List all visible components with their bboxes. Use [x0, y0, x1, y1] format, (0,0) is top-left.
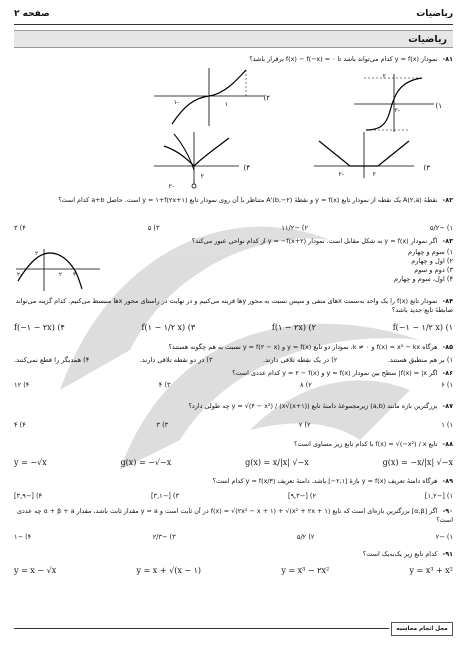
- option-2[interactable]: ۲) ۸: [300, 381, 312, 389]
- option-3[interactable]: g(x) = x/|x| √−x: [245, 458, 309, 467]
- question-text: هرگاه دامنهٔ تعریف y = f(x) بازهٔ [۲,۱−] باشد، دامنهٔ تعریف y = f(x/۳) کدام است؟: [212, 477, 438, 485]
- option-1[interactable]: ۱) سوم و چهارم: [408, 248, 453, 256]
- option-1[interactable]: ۱) [−۱,۲]: [424, 492, 453, 500]
- question-text: اگر f(x) = |x| سطح بین نمودار y = f(x) و y = ۲ − f(x) کدام عددی است؟: [232, 369, 438, 377]
- option-4[interactable]: ۴) ۴: [14, 421, 26, 429]
- section-title: ریاضیات: [14, 30, 453, 48]
- question-89: [14, 477, 453, 486]
- option-3[interactable]: ۳) ۴: [158, 381, 171, 389]
- question-number: ۸۵-: [442, 343, 453, 351]
- q85-options: [14, 356, 453, 364]
- q81-mark: ۲: [200, 173, 204, 180]
- question-number: ۸۲-: [442, 196, 453, 204]
- question-87: [14, 402, 453, 411]
- q81-option-label: ۳): [423, 164, 430, 172]
- question-85: [14, 343, 453, 352]
- question-90: [14, 507, 453, 524]
- q90-options: [14, 533, 453, 541]
- q81-mark: -۲: [394, 107, 400, 114]
- page-header: [14, 6, 453, 22]
- question-text: اگر [α,β] بزرگترین بازه‌ای است که تابع f(x) = √(۲x² − x + ۱) + √(x² + ۲x + ۱) در آن ثابت است و y = a مقدار ثابت باشد، مقدار α + β + a چه عددی است؟: [17, 507, 453, 524]
- option-4[interactable]: ۴) −۱: [14, 533, 32, 541]
- question-91: [14, 550, 453, 559]
- question-88: [14, 440, 453, 449]
- question-number: ۸۹-: [442, 477, 453, 485]
- page-number: صفحه ۲: [14, 9, 50, 19]
- subject-title: ریاضیات: [416, 9, 453, 19]
- question-number: ۸۸-: [442, 440, 453, 448]
- question-number: ۸۳-: [442, 237, 453, 245]
- option-3[interactable]: ۳) دوم و سوم: [414, 266, 453, 274]
- option-4[interactable]: ۴) ۱۲: [14, 381, 30, 389]
- question-text: نقطهٔ A(۲,a) یک نقطه از نمودار تابع y = f(x) و نقطهٔ A'(b,−۲) متناظر با آن روی نمودار تابع y = ۱+f(۲x+۱) است. حاصل a+b کدام است؟: [58, 196, 438, 204]
- q81-graph-2: [154, 68, 270, 126]
- option-2[interactable]: ۲) f(۱ − ۲x): [271, 323, 316, 332]
- option-4[interactable]: ۴) ۳: [14, 224, 26, 232]
- option-1[interactable]: y = −√x: [14, 458, 47, 467]
- q83-graph: [14, 245, 104, 295]
- option-1[interactable]: ۱) ۱: [441, 421, 453, 429]
- option-2[interactable]: ۲) ۵/۲: [296, 533, 315, 541]
- q81-mark: ۱: [224, 101, 228, 108]
- option-3[interactable]: ۳) [−۳,۱]: [150, 492, 180, 500]
- option-2[interactable]: y = x³ − ۲x²: [281, 566, 330, 575]
- question-86: [14, 369, 453, 378]
- question-text: بزرگترین بازه مانند (a,b) زیرمجموعهٔ دامنهٔ تابع y = √(۴ − x²) / (x√(x+۱)) چه طولی دارد؟: [188, 402, 438, 410]
- question-82: [14, 196, 453, 205]
- question-text: تابع f(x) = √(−x²) / x با کدام تابع زیر مساوی است؟: [294, 440, 438, 448]
- question-number: ۸۴-: [442, 297, 453, 305]
- option-3[interactable]: ۳) ۳: [156, 421, 169, 429]
- q81-option-label: ۴): [243, 164, 250, 172]
- option-3[interactable]: ۳) ۵: [147, 224, 160, 232]
- question-number: ۹۰-: [442, 507, 453, 515]
- question-84: [14, 297, 453, 314]
- scratch-area-label: محل انجام محاسبه: [391, 622, 453, 636]
- option-4[interactable]: ۴) همدیگر را قطع نمی‌کنند.: [14, 356, 90, 364]
- option-3[interactable]: ۳) در دو نقطه تلاقی دارند.: [139, 356, 213, 364]
- svg-text:۲: ۲: [59, 272, 62, 278]
- question-number: ۸۱-: [442, 55, 453, 63]
- svg-text:۴: ۴: [73, 272, 76, 278]
- q82-options: [14, 224, 453, 232]
- option-2[interactable]: ۲) −۱۱/۲: [281, 224, 309, 232]
- svg-text:۲: ۲: [35, 251, 38, 257]
- q81-mark: -۲: [168, 183, 174, 190]
- option-1[interactable]: ۱) بر هم منطبق هستند.: [387, 356, 453, 364]
- q87-options: [14, 421, 453, 429]
- option-2[interactable]: ۲) [−۹,۳]: [287, 492, 317, 500]
- q88-options: [14, 458, 453, 467]
- q81-graph-4: [154, 132, 250, 190]
- option-2[interactable]: ۲) ۲: [298, 421, 311, 429]
- option-4[interactable]: ۴) [−۳,۹]: [14, 492, 43, 500]
- footer-divider: [14, 628, 389, 629]
- option-3[interactable]: ۳) f(۱ − ۱/۲ x): [141, 323, 196, 332]
- question-text: نمودار تابع f(x) را یک واحد به‌سمت xهای منفی و سپس نسبت به محور yها قرینه می‌کنیم و در نهایت در راستای محور xها منبسط می‌کنیم. کدام گزینه می‌تواند ضابطهٔ تابع جدید باشد؟: [15, 297, 453, 314]
- q86-options: [14, 381, 453, 389]
- q81-option-label: ۱): [435, 102, 442, 110]
- option-4[interactable]: ۴) f(−۱ − ۲x): [14, 323, 65, 332]
- option-4[interactable]: ۴) اول، سوم و چهارم: [393, 275, 453, 283]
- question-number: ۸۷-: [442, 402, 453, 410]
- question-81: [14, 55, 453, 64]
- option-4[interactable]: g(x) = −x/|x| √−x: [382, 458, 453, 467]
- question-number: ۸۶-: [442, 369, 453, 377]
- option-1[interactable]: y = x³ + x²: [409, 566, 453, 575]
- q81-mark: -۲: [338, 171, 344, 178]
- option-1[interactable]: ۱) −۵/۲: [429, 224, 453, 232]
- option-2[interactable]: ۲) در یک نقطه تلاقی دارند.: [263, 356, 338, 364]
- question-text: کدام تابع زیر یک‌به‌یک است؟: [362, 550, 438, 558]
- q84-options: [14, 323, 453, 332]
- question-text: نمودار y = f(x) کدام می‌تواند باشد تا ۰ = f(x) − f(−x) برقرار باشد؟: [249, 55, 438, 63]
- question-text: اگر نمودار y = f(x) به شکل مقابل است. نمودار y = −f(x+۲) از کدام نواحی عبور می‌کند؟: [191, 237, 438, 245]
- q81-mark: ۲: [382, 73, 386, 80]
- q81-mark: ۲: [372, 171, 376, 178]
- option-1[interactable]: ۱) f(−۱ − ۱/۲ x): [392, 323, 453, 332]
- option-1[interactable]: ۱) −۲: [435, 533, 453, 541]
- q81-mark: -۱: [173, 99, 179, 106]
- q91-options: [14, 566, 453, 575]
- q89-options: [14, 492, 453, 500]
- header-divider: [14, 24, 453, 25]
- svg-text:-۲: -۲: [17, 272, 22, 278]
- option-3[interactable]: y = x + √(x − ۱): [136, 566, 202, 575]
- option-3[interactable]: ۳) −۲/۳: [152, 533, 176, 541]
- option-2[interactable]: g(x) = −√−x: [120, 458, 172, 467]
- option-1[interactable]: ۱) ۶: [441, 381, 453, 389]
- option-4[interactable]: y = x − √x: [14, 566, 57, 575]
- q81-graph-3: [314, 132, 430, 178]
- question-text: هرگاه f(x) = x² − kx و k ≠ ۰، نمودار دو تابع y = f(x) و y = f(۲ − x) نسبت به هم چگونه هستند؟: [168, 343, 438, 351]
- q81-option-label: ۲): [263, 94, 270, 102]
- q81-graph-1: [354, 73, 442, 132]
- question-number: ۹۱-: [442, 550, 453, 558]
- q83-options: [394, 248, 453, 284]
- option-2[interactable]: ۲) اول و چهارم: [411, 257, 453, 265]
- q81-graphs: [14, 66, 453, 191]
